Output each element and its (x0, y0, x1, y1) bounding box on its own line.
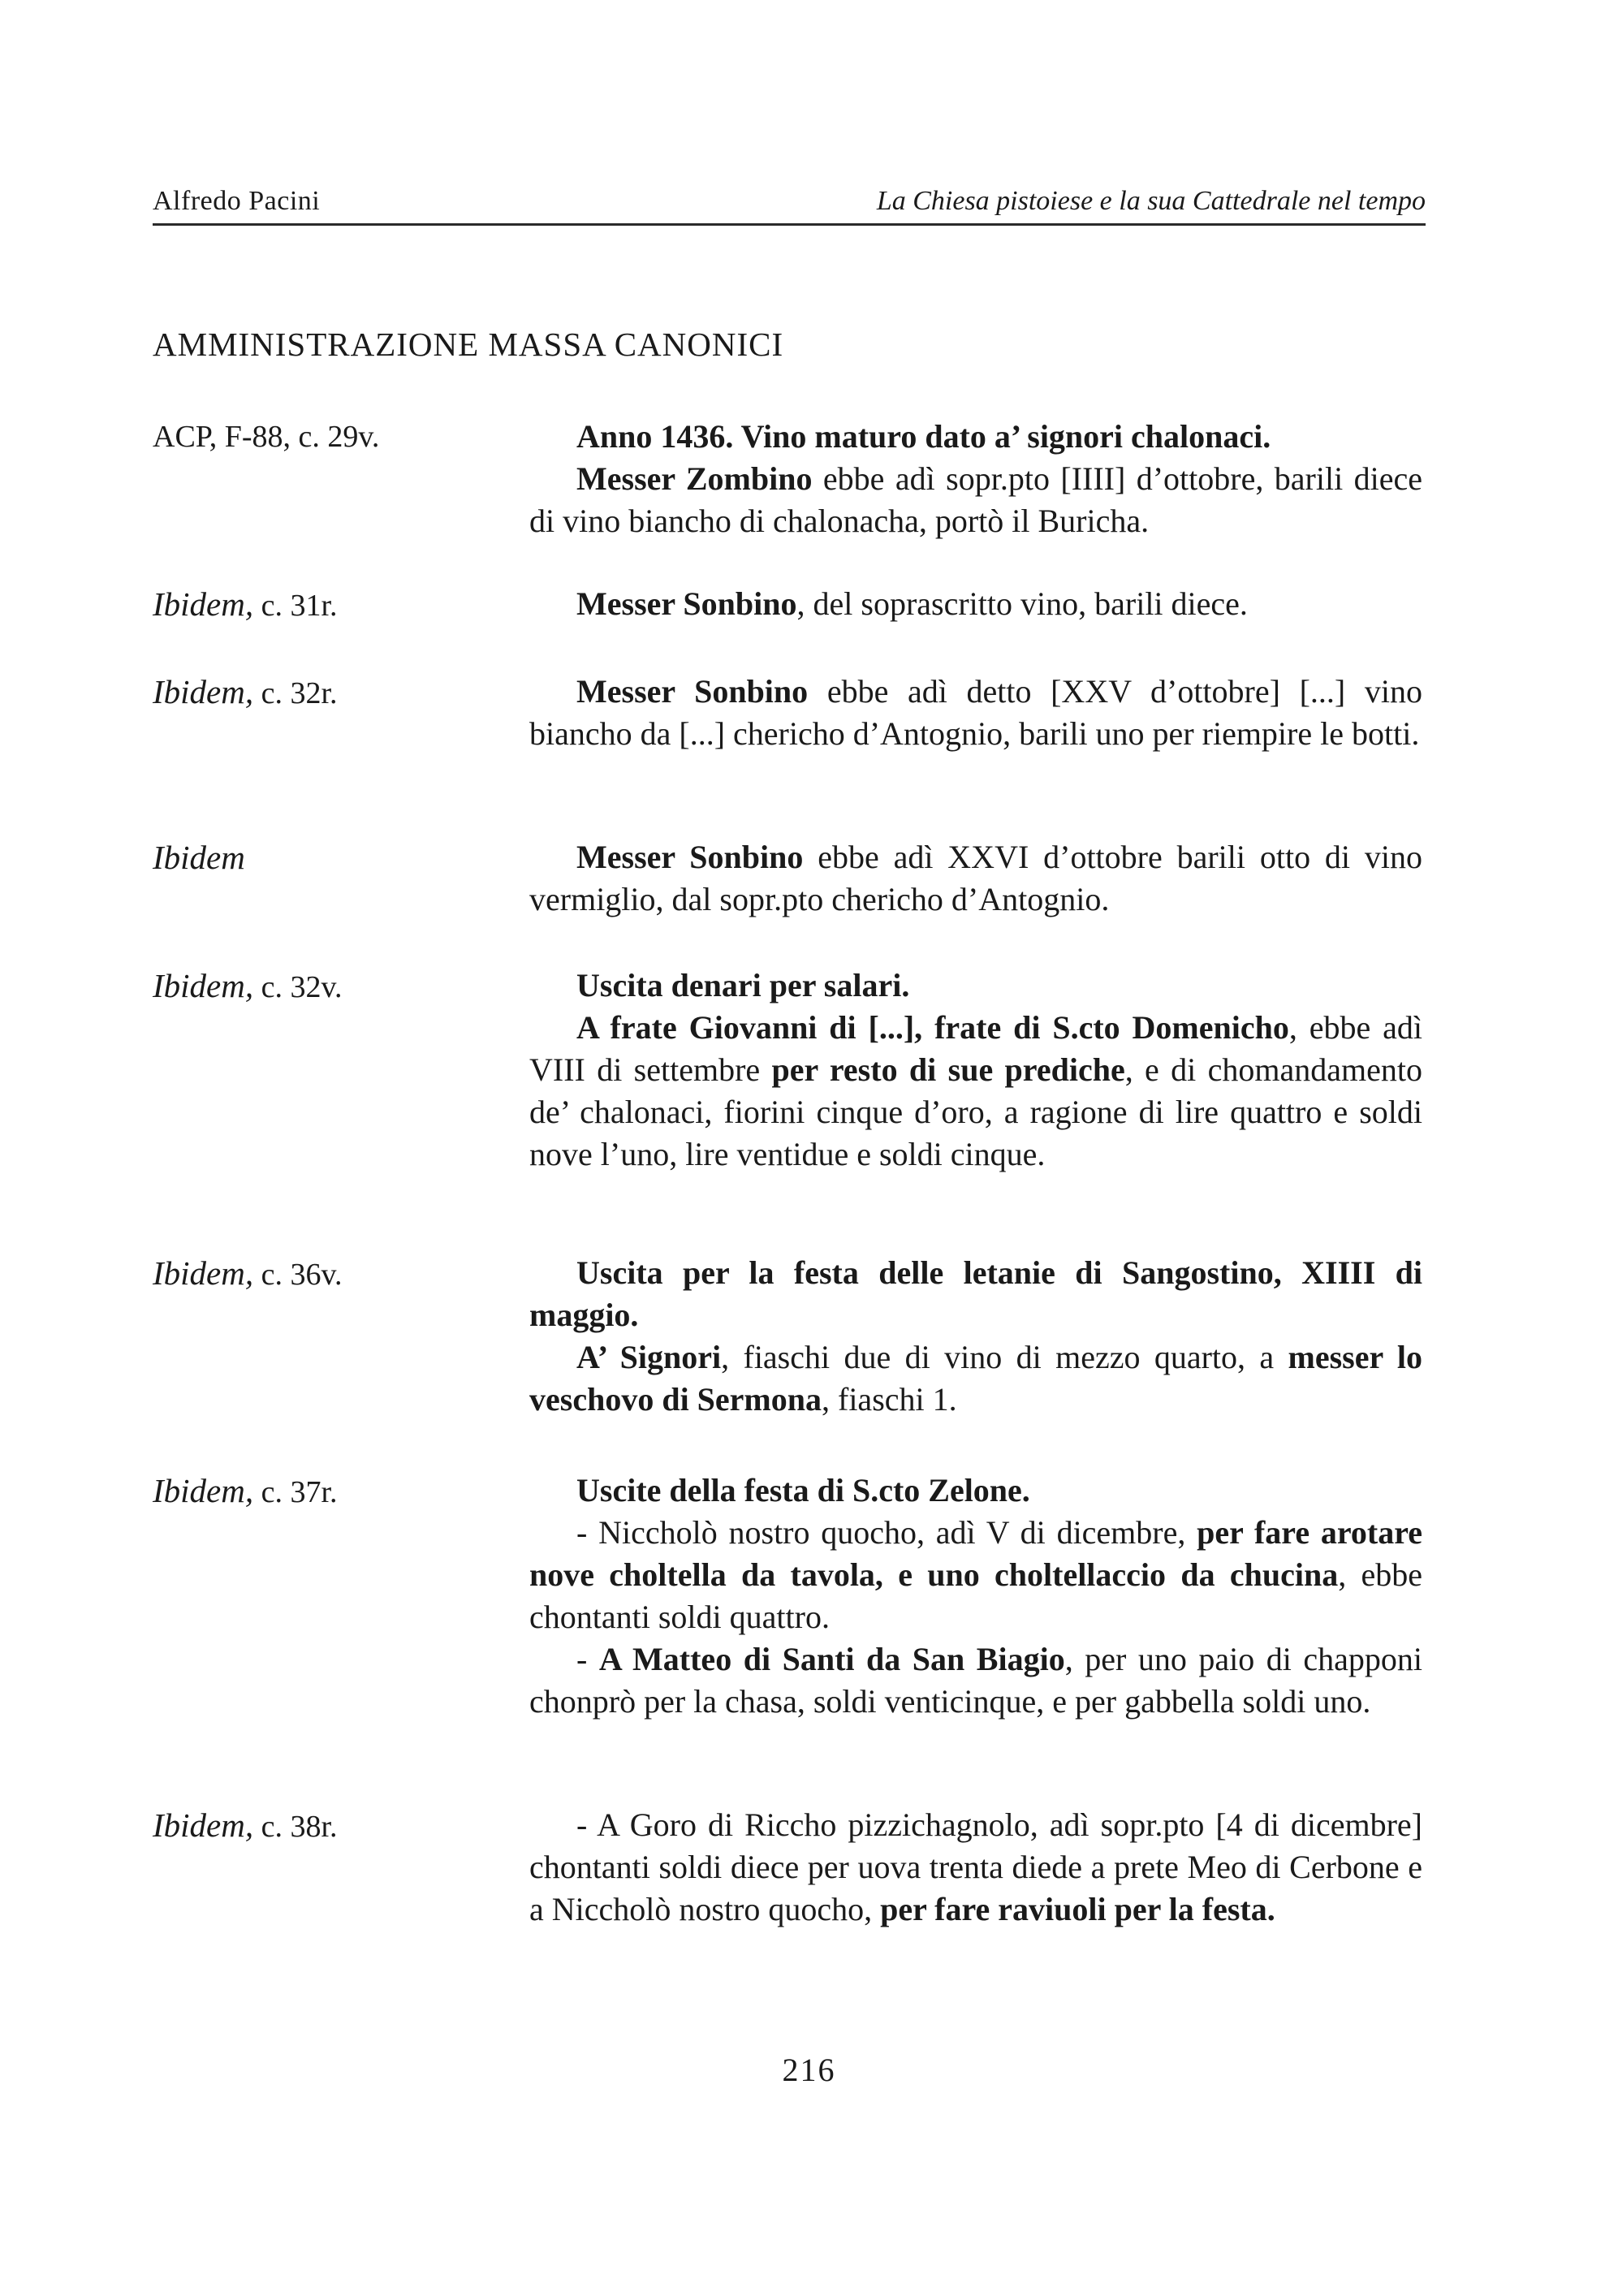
running-head-author: Alfredo Pacini (153, 186, 321, 216)
reference-folio: c. 38r. (261, 1810, 338, 1844)
reference-folio: c. 32v. (261, 970, 343, 1004)
reference-folio: c. 36v. (261, 1258, 343, 1292)
text-segment: , fiaschi due di vino di mezzo quarto, a (721, 1339, 1288, 1375)
text-segment: , ebbe adì VIII di settembre (529, 1009, 1422, 1088)
bold-segment: messer lo veschovo di Sermona (529, 1339, 1423, 1418)
entry-paragraph (529, 1638, 1422, 1723)
archive-reference (153, 965, 526, 1008)
text-segment: - (576, 1641, 599, 1677)
bold-segment: Uscite della festa di S.cto Zelone. (576, 1472, 1030, 1508)
entry-text (529, 583, 1422, 625)
bold-segment: Messer Sonbino (576, 673, 809, 710)
reference-folio: c. 29v. (298, 420, 380, 454)
text-segment: ebbe adì sopr.pto [IIII] d’ottobre, barili diece di vino biancho di chalonacha, portò il Buricha. (529, 460, 1423, 539)
entry-text (529, 965, 1422, 1176)
archive-reference (153, 1804, 526, 1848)
bold-segment: Uscita denari per salari. (576, 967, 910, 1003)
entry-paragraph (529, 416, 1422, 458)
entry-paragraph (529, 1336, 1422, 1421)
entry-paragraph (529, 1007, 1422, 1176)
reference-folio: c. 32r. (261, 676, 338, 710)
bold-segment: Messer Sonbino (576, 839, 804, 875)
text-segment: , e di chomandamento de’ chalonaci, fiorini cinque d’oro, a ragione di lire quattro e soldi nove l’uno, lire ventidue e soldi cinque. (529, 1051, 1422, 1172)
entry-paragraph (529, 1470, 1422, 1512)
entry-paragraph (529, 965, 1422, 1007)
running-head-book-title: La Chiesa pistoiese e la sua Cattedrale nel tempo (876, 186, 1426, 216)
reference-source: Ibidem, (153, 1806, 254, 1844)
reference-source: Ibidem (153, 839, 245, 876)
archive-reference (153, 1252, 526, 1296)
reference-source: Ibidem, (153, 673, 254, 710)
entry-paragraph (529, 583, 1422, 625)
archive-reference (153, 836, 526, 880)
reference-folio: c. 31r. (261, 589, 338, 623)
archive-reference (153, 583, 526, 627)
reference-folio: c. 37r. (261, 1475, 338, 1509)
entry-paragraph (529, 1252, 1422, 1336)
text-segment: , del soprascritto vino, barili diece. (796, 585, 1248, 622)
entry-text (529, 671, 1422, 755)
bold-segment: Uscita per la festa delle letanie di Sangostino, XIIII di maggio. (529, 1254, 1422, 1333)
entry-text (529, 836, 1422, 921)
bold-segment: Messer Zombino (576, 460, 813, 497)
bold-segment: A’ Signori (576, 1339, 722, 1375)
page-number: 216 (782, 2052, 836, 2088)
bold-segment: Anno 1436. Vino maturo dato a’ signori chalonaci. (576, 418, 1271, 455)
entry-text (529, 1252, 1422, 1421)
reference-source: Ibidem, (153, 585, 254, 623)
bold-segment: per fare arotare nove choltella da tavola, e uno choltellaccio da chucina (529, 1514, 1422, 1593)
text-segment: , ebbe chontanti soldi quattro. (529, 1556, 1422, 1635)
section-title: AMMINISTRAZIONE MASSA CANONICI (153, 326, 784, 363)
bold-segment: A frate Giovanni di [...], frate di S.cto Domenicho (576, 1009, 1289, 1046)
reference-source: Ibidem, (153, 967, 254, 1004)
text-segment: ebbe adì detto [XXV d’ottobre] [...] vino biancho da [...] chericho d’Antognio, barili uno per riempire le botti. (529, 673, 1422, 752)
entry-text (529, 1804, 1422, 1931)
archive-reference (153, 416, 526, 458)
archive-reference (153, 1470, 526, 1513)
bold-segment: Messer Sonbino (576, 585, 797, 622)
bold-segment: A Matteo di Santi da San Biagio (598, 1641, 1065, 1677)
entry-paragraph (529, 671, 1422, 755)
entry-paragraph (529, 458, 1422, 542)
entry-paragraph (529, 1512, 1422, 1638)
reference-source: Ibidem, (153, 1472, 254, 1509)
entry-paragraph (529, 836, 1422, 921)
text-segment: , fiaschi 1. (822, 1381, 957, 1418)
text-segment: - A Goro di Riccho pizzichagnolo, adì sopr.pto [4 di dicembre] chontanti soldi diece per uova trenta diede a prete Meo di Cerbone e a Niccholò nostro quocho, (529, 1806, 1422, 1927)
entry-paragraph (529, 1804, 1422, 1931)
text-segment: , per uno paio di chapponi chonprò per la chasa, soldi venticinque, e per gabbella soldi uno. (529, 1641, 1422, 1720)
reference-source: Ibidem, (153, 1254, 254, 1292)
archive-reference (153, 671, 526, 714)
text-segment: ebbe adì XXVI d’ottobre barili otto di vino vermiglio, dal sopr.pto chericho d’Antognio. (529, 839, 1422, 917)
running-head (153, 183, 1426, 226)
bold-segment: per fare raviuoli per la festa. (880, 1891, 1275, 1927)
entry-text (529, 1470, 1422, 1723)
entry-text (529, 416, 1422, 542)
text-segment: - Niccholò nostro quocho, adì V di dicembre, (576, 1514, 1197, 1551)
bold-segment: per resto di sue prediche (771, 1051, 1125, 1088)
reference-source: ACP, F-88, (153, 420, 291, 454)
